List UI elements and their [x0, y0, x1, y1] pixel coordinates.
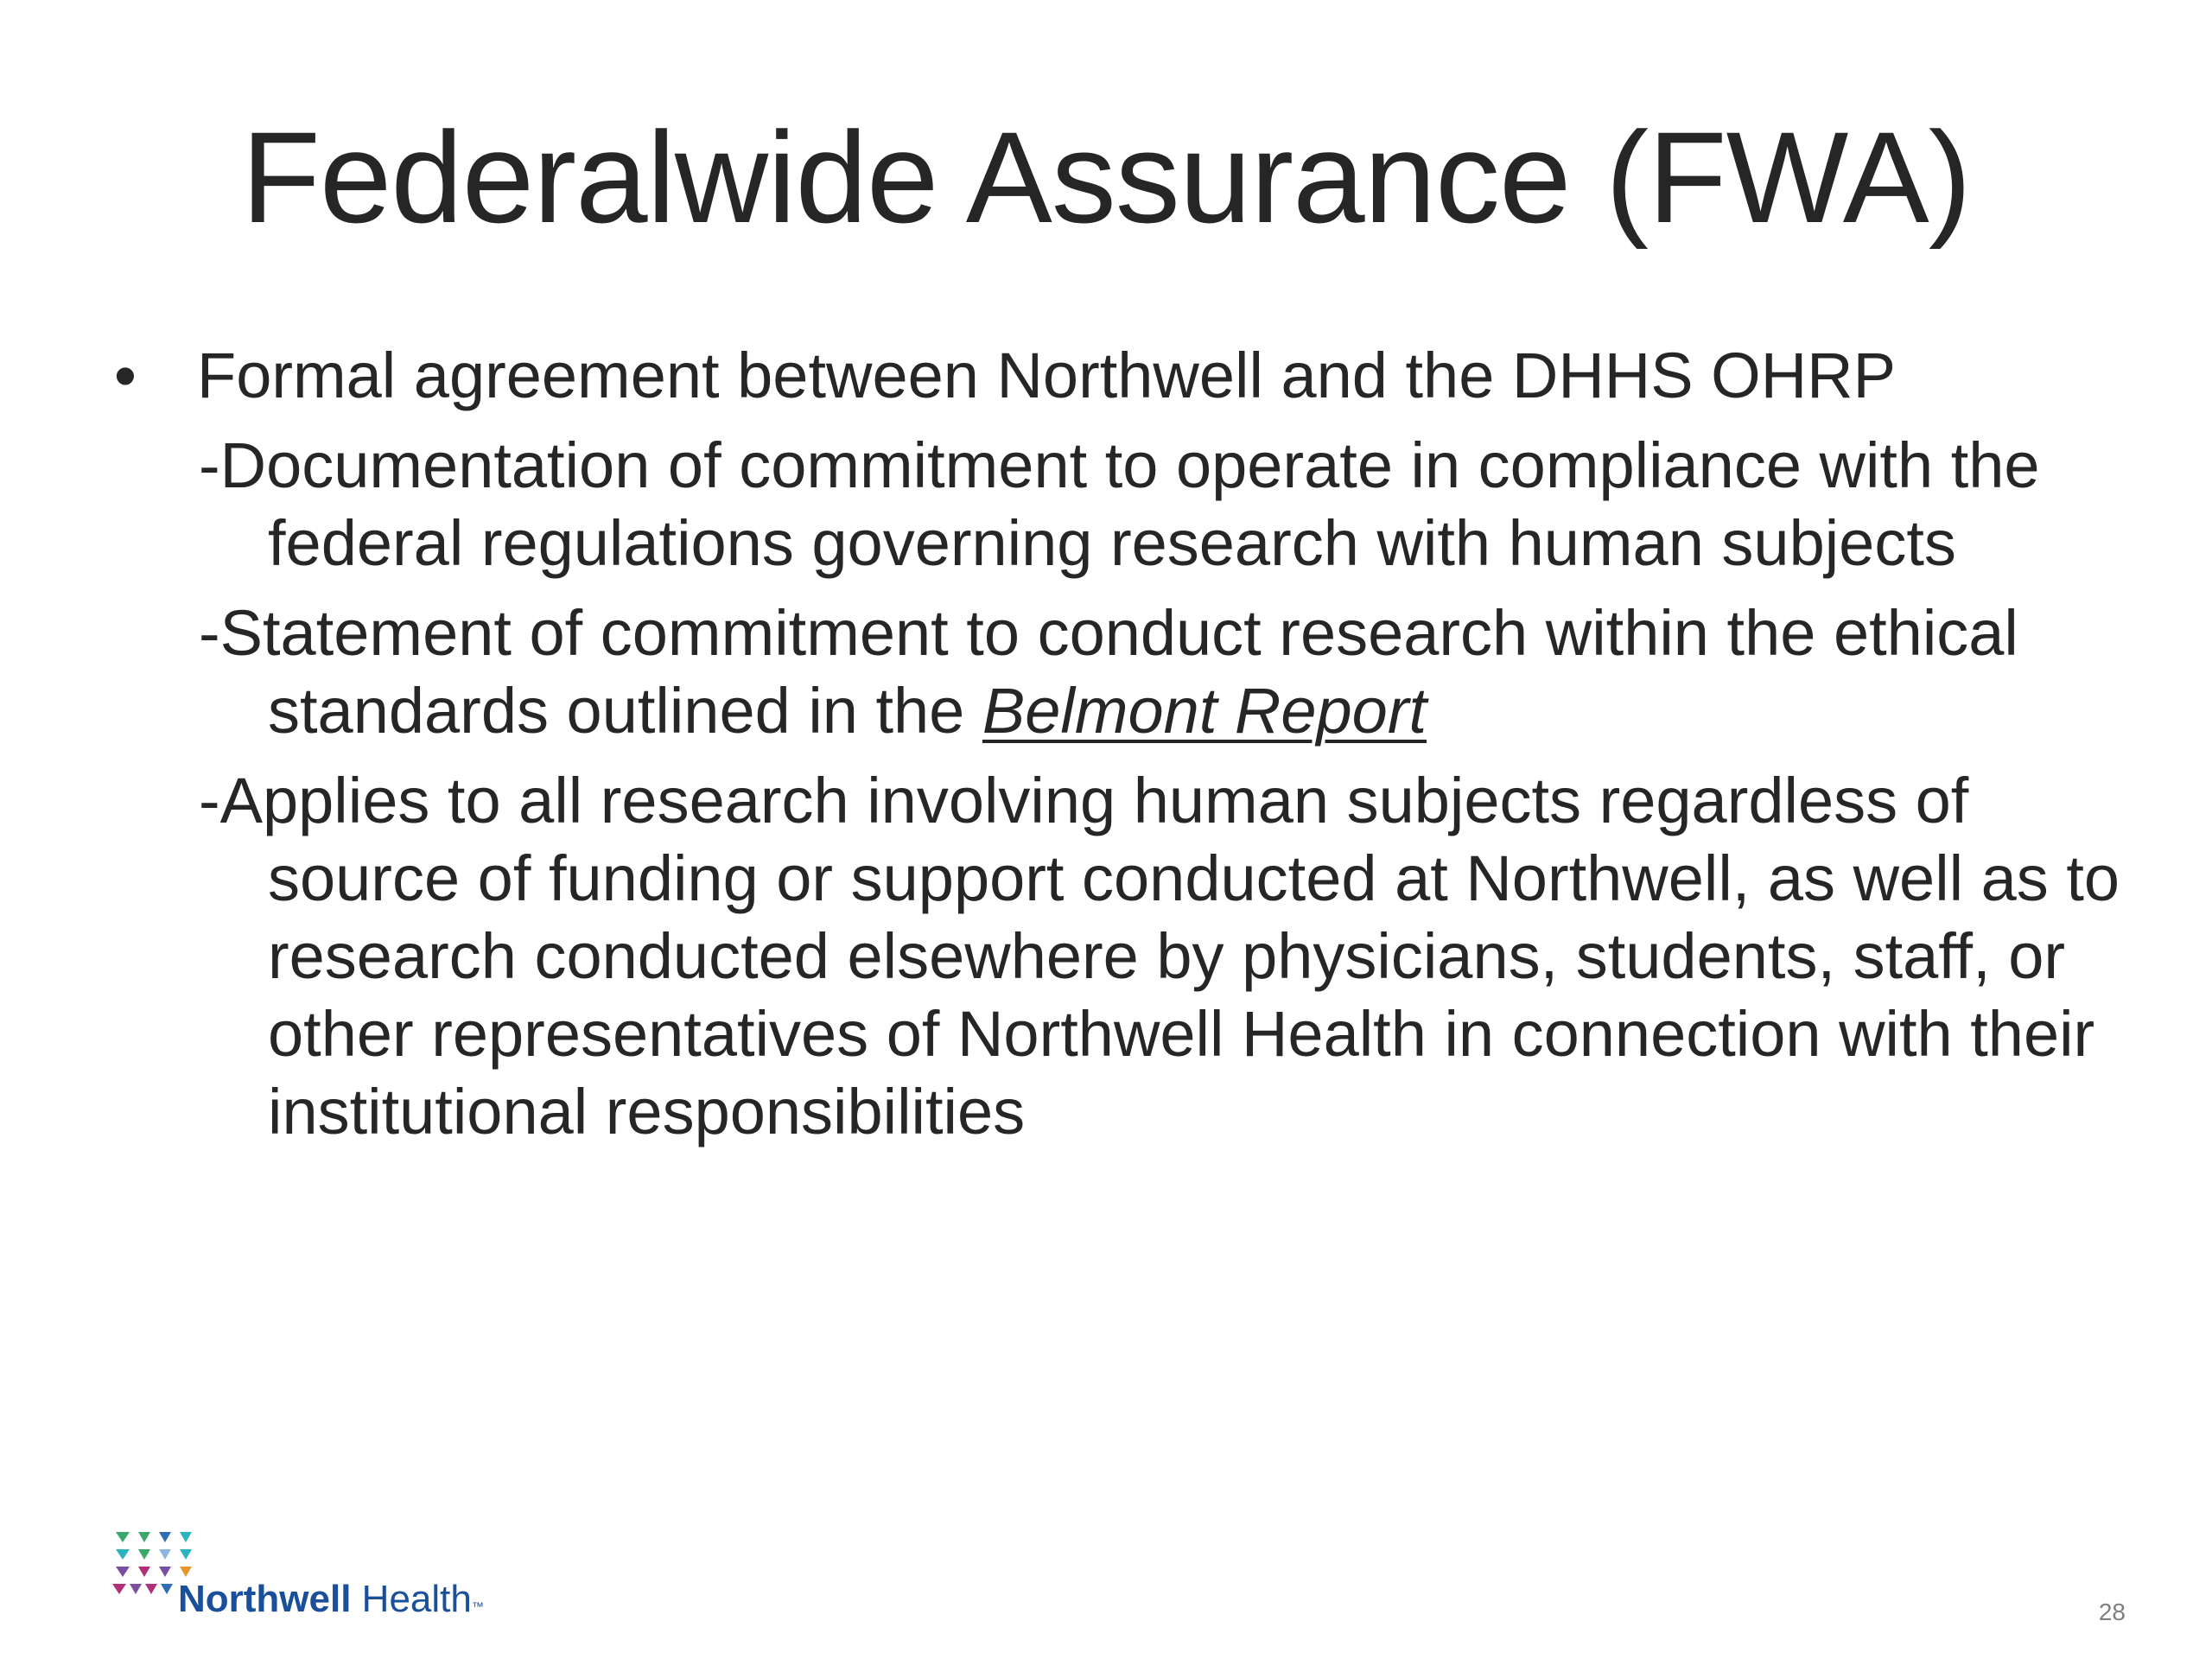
slide-body [104, 337, 2143, 1151]
sub-item-documentation: -Documentation of commitment to operate in compliance with the federal regulations governing research with human subjects [199, 429, 2040, 579]
bullet-item [104, 337, 2143, 415]
logo-name-bold: Northwell [178, 1578, 352, 1620]
northwell-health-logo [111, 1525, 525, 1620]
trademark-symbol: ™ [471, 1599, 484, 1613]
sub-item-statement-text: -Statement of commitment to conduct research within the ethical standards outlined in the [199, 597, 2018, 747]
logo-wordmark [178, 1577, 484, 1622]
sub-item-applies: -Applies to all research involving human subjects regardless of source of funding or support conducted at Northwell, as well as to research conducted elsewhere by physicians, students, staff, or other representatives of Northwell Health in connection with their institutional responsibilities [199, 765, 2120, 1147]
slide-title: Federalwide Assurance (FWA) [241, 105, 1971, 250]
logo-name-regular: Health [351, 1578, 472, 1620]
belmont-report-reference: Belmont Report [982, 675, 1427, 747]
page-number: 28 [2098, 1599, 2126, 1625]
bullet-icon: • [114, 340, 137, 411]
sub-item-statement [104, 594, 2143, 750]
bullet-text: Formal agreement between Northwell and the DHHS OHRP [197, 340, 1896, 411]
